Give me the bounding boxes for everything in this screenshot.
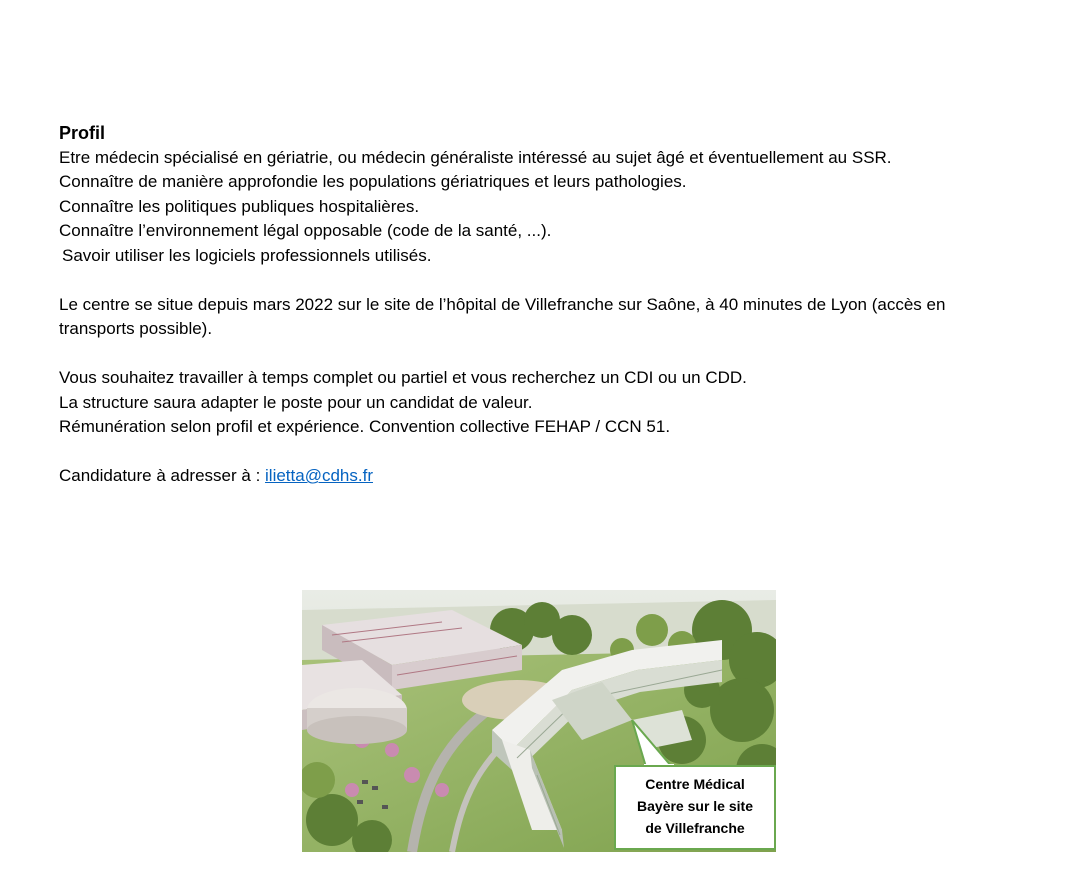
profil-line: Connaître l’environnement légal opposable (code de la santé, ...).: [59, 221, 552, 240]
callout-line: Centre Médical: [645, 776, 745, 792]
conditions-line: Vous souhaitez travailler à temps complet ou partiel et vous recherchez un CDI ou un CDD.: [59, 368, 747, 387]
profil-line: Etre médecin spécialisé en gériatrie, ou médecin généraliste intéressé au sujet âgé et éventuellement au SSR.: [59, 147, 892, 167]
contact-line: [59, 464, 1039, 489]
contact-label: Candidature à adresser à :: [59, 466, 266, 485]
paragraph-gap: [59, 342, 1039, 367]
email-link[interactable]: ilietta@cdhs.fr: [265, 466, 373, 485]
section-heading-profil: Profil: [59, 123, 106, 143]
paragraph-gap: [59, 268, 1039, 293]
profil-line: Connaître les politiques publiques hospitalières.: [59, 196, 420, 216]
conditions-line: Rémunération selon profil et expérience. Convention collective FEHAP / CCN 51.: [59, 417, 671, 436]
location-line: Le centre se situe depuis mars 2022 sur le site de l’hôpital de Villefranche sur Saône, à 40 minutes de Lyon (accès en: [59, 294, 946, 314]
conditions-line: La structure saura adapter le poste pour un candidat de valeur.: [59, 392, 533, 412]
callout-pointer: [620, 720, 680, 770]
hospital-aerial-image: [302, 590, 776, 852]
paragraph-gap: [59, 440, 1039, 465]
location-callout: [614, 765, 776, 850]
profil-line: Savoir utiliser les logiciels professionnels utilisés.: [62, 245, 432, 265]
callout-line: Bayère sur le site: [637, 798, 753, 814]
profil-line: Connaître de manière approfondie les populations gériatriques et leurs pathologies.: [59, 172, 687, 191]
callout-line: de Villefranche: [645, 820, 745, 836]
document-body: [59, 121, 1039, 489]
location-line: transports possible).: [59, 319, 213, 338]
